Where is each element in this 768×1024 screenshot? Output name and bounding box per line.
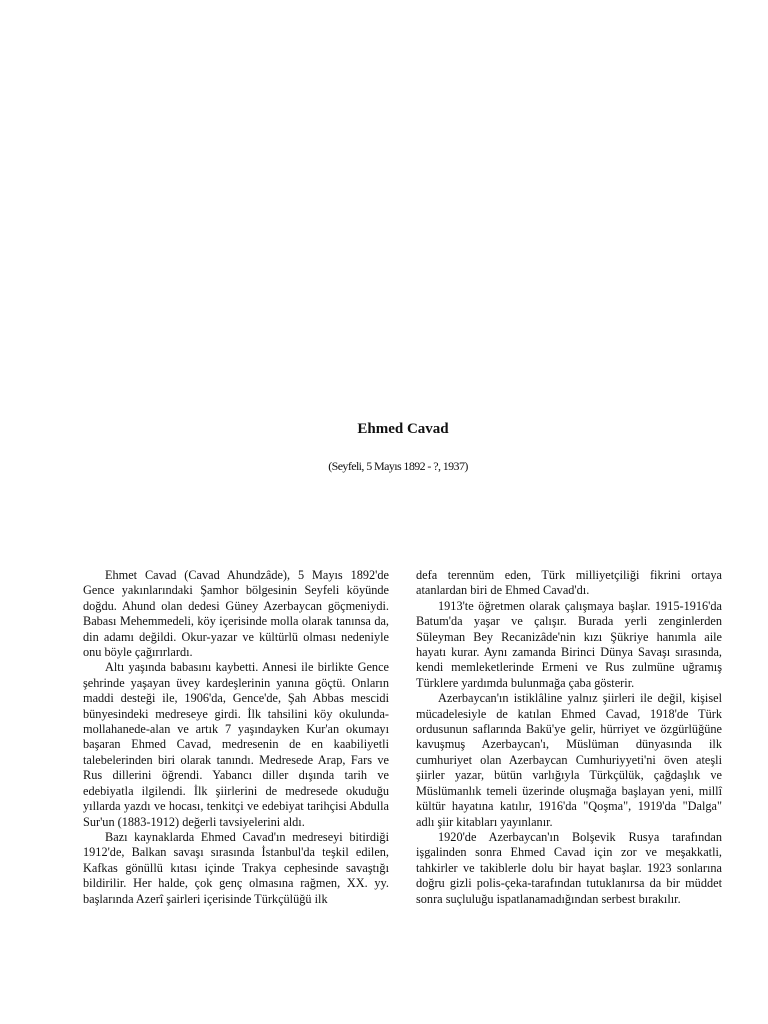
paragraph: 1913'te öğretmen olarak çalışmaya başlar. 1915-1916'da Batum'da yaşar ve çalışır. Burada yerli zenginlerden Süleyman Bey Recanizâde'nin kızı Şükriye hanımla aile hayatı kurar. Aynı zamanda Birinci Dünya Savaşı sırasında, kendi memleketlerinde Ermeni ve Rus zulmüne uğramış Türklere yardımda bulunmağa çaba gösterir.: [416, 598, 722, 690]
page-subtitle: (Seyfeli, 5 Mayıs 1892 - ?, 1937): [328, 459, 468, 473]
paragraph: Bazı kaynaklarda Ehmed Cavad'ın medreseyi bitirdiği 1912'de, Balkan savaşı sırasında İstanbul'da teşkil edilen, Kafkas gönüllü kıtası içinde Trakya cephesinde savaştığı bildirilir. Her halde, çok genç olmasına rağmen, XX. yy. başlarında Azerî şairleri içerisinde Türkçülüğü ilk: [83, 829, 389, 906]
paragraph: 1920'de Azerbaycan'ın Bolşevik Rusya tarafından işgalinden sonra Ehmed Cavad için zor ve meşakkatli, tahkirler ve takiblerle dolu bir hayat başlar. 1923 sonlarına doğru gizli polis-çeka-tarafından tutuklanırsa da bir müddet sonra suçluluğu ispatlanamadığından serbest bırakılır.: [416, 829, 722, 906]
paragraph-continued: defa terennüm eden, Türk milliyetçiliği fikrini ortaya atanlardan biri de Ehmed Cavad'dı.: [416, 568, 722, 598]
paragraph: Ehmet Cavad (Cavad Ahundzâde), 5 Mayıs 1892'de Gence yakınlarındaki Şamhor bölgesinin Seyfeli köyünde doğdu. Ahund olan dedesi Güney Azerbaycan göçmeniydi. Babası Mehemmedeli, köy içerisinde molla olarak tanınsa da, din adamı değildi. Okur-yazar ve kültürlü olması nedeniyle onu böyle çağırırlardı.: [83, 568, 389, 660]
paragraph: Altı yaşında babasını kaybetti. Annesi ile birlikte Gence şehrinde yaşayan üvey kardeşlerinin yanına göçtü. Onların maddi desteği ile, 1906'da, Gence'de, Şah Abbas mescidi bünyesindeki medreseye girdi. İlk tahsilini köy okulunda-mollahanede-alan ve artık 7 yaşındayken Kur'an okumayı başaran Ehmed Cavad, medresenin de en kaabiliyetli talebelerinden biri olarak tanındı. Medresede Arap, Fars ve Rus dillerini öğrendi. Yabancı diller dışında tarih ve edebiyatla ilgilendi. İlk şiirlerini de medresede okuduğu yıllarda yazdı ve hocası, tenkitçi ve edebiyat tarihçisi Abdulla Sur'un (1883-1912) değerli tavsiyelerini aldı.: [83, 660, 389, 829]
text-column-left: [83, 568, 389, 907]
text-column-right: [416, 568, 722, 907]
page-title: Ehmed Cavad: [357, 421, 449, 437]
paragraph: Azerbaycan'ın istiklâline yalnız şiirleri ile değil, kişisel mücadelesiyle de katılan Ehmed Cavad, 1918'de Türk ordusunun saflarında Bakü'ye gelir, hürriyet ve özgürlüğüne kavuşmuş Azerbaycan'ı, Müslüman dünyasında ilk cumhuriyet olan Azerbaycan Cumhuriyyeti'ni öven ateşli şiirler yazar, bütün varlığıyla Türkçülük, çağdaşlık ve Müslümanlık temeli üzerinde oluşmağa başlayan yeni, millî kültür hayatına katılır, 1916'da "Qoşma", 1919'da "Dalga" adlı şiir kitabları yayınlanır.: [416, 691, 722, 829]
